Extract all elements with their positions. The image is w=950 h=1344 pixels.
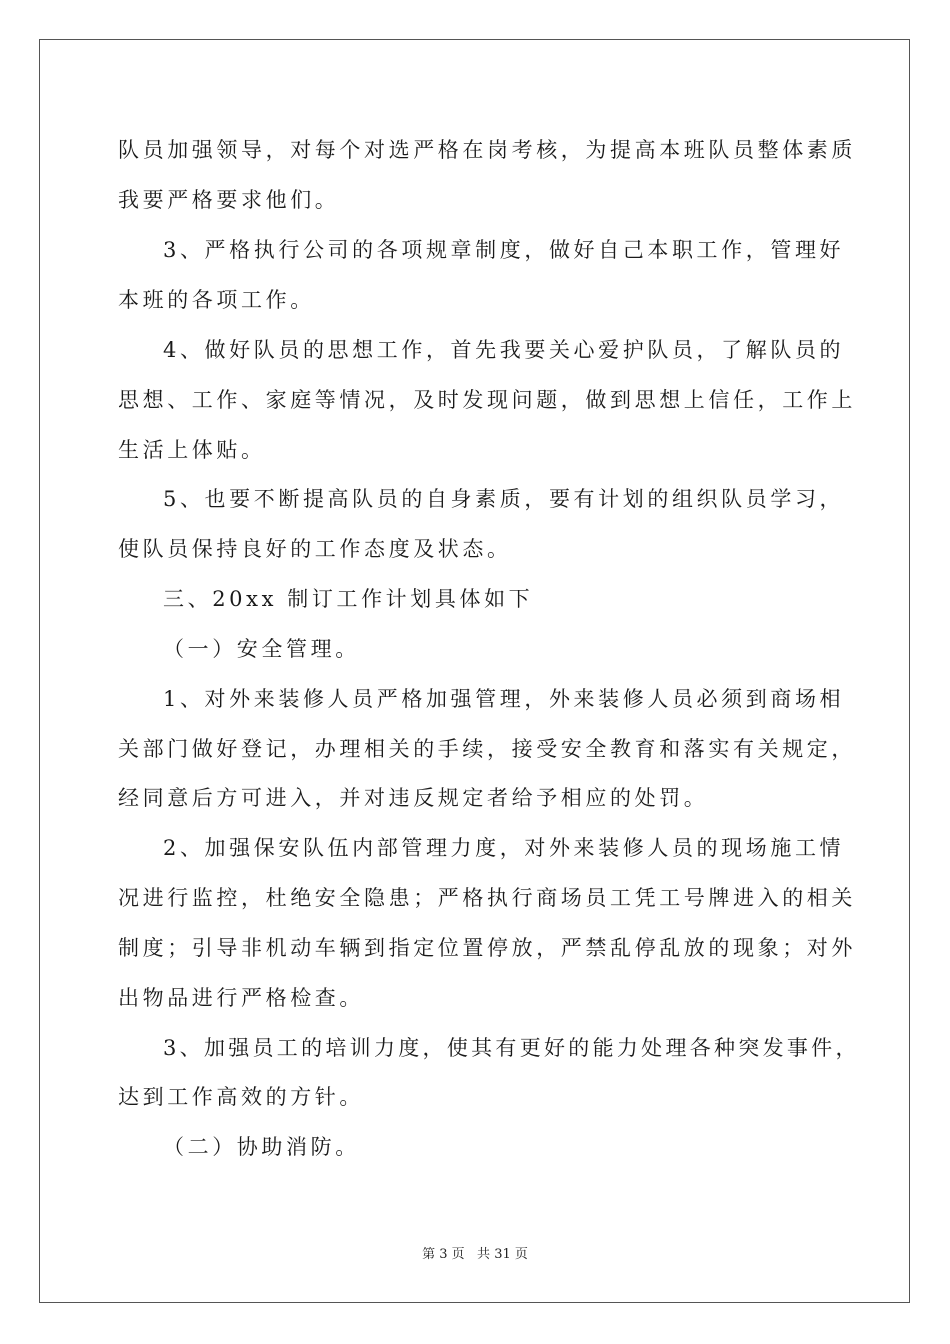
text-line: 使队员保持良好的工作态度及状态。 bbox=[118, 537, 512, 561]
text-line: 经同意后方可进入，并对违反规定者给予相应的处罚。 bbox=[118, 786, 709, 810]
section-heading: 三、20xx 制订工作计划具体如下 bbox=[163, 587, 534, 611]
text-line: 思想、工作、家庭等情况，及时发现问题，做到思想上信任，工作上 bbox=[118, 388, 856, 412]
subsection-heading: （二）协助消防。 bbox=[163, 1135, 360, 1159]
page-border bbox=[39, 39, 910, 1303]
text-line: 我要严格要求他们。 bbox=[118, 188, 340, 212]
subsection-heading: （一）安全管理。 bbox=[163, 637, 360, 661]
page-number: 第 3 页 共 31 页 bbox=[422, 1247, 528, 1262]
text-line: 出物品进行严格检查。 bbox=[118, 986, 364, 1010]
text-line: 况进行监控，杜绝安全隐患；严格执行商场员工凭工号牌进入的相关 bbox=[118, 886, 856, 910]
page-footer bbox=[0, 1246, 950, 1264]
text-line: 本班的各项工作。 bbox=[118, 288, 315, 312]
text-line: 3、加强员工的培训力度，使其有更好的能力处理各种突发事件， bbox=[163, 1036, 860, 1060]
text-line: 达到工作高效的方针。 bbox=[118, 1085, 364, 1109]
text-line: 5、也要不断提高队员的自身素质，要有计划的组织队员学习， bbox=[163, 487, 845, 511]
text-line: 1、对外来装修人员严格加强管理，外来装修人员必须到商场相 bbox=[163, 687, 845, 711]
text-line: 制度；引导非机动车辆到指定位置停放，严禁乱停乱放的现象；对外 bbox=[118, 936, 856, 960]
text-line: 3、严格执行公司的各项规章制度，做好自己本职工作，管理好 bbox=[163, 238, 845, 262]
text-line: 生活上体贴。 bbox=[118, 438, 266, 462]
text-line: 2、加强保安队伍内部管理力度，对外来装修人员的现场施工情 bbox=[163, 836, 845, 860]
text-line: 队员加强领导，对每个对选严格在岗考核，为提高本班队员整体素质 bbox=[118, 138, 856, 162]
text-line: 4、做好队员的思想工作，首先我要关心爱护队员，了解队员的 bbox=[163, 338, 845, 362]
text-line: 关部门做好登记，办理相关的手续，接受安全教育和落实有关规定， bbox=[118, 737, 856, 761]
